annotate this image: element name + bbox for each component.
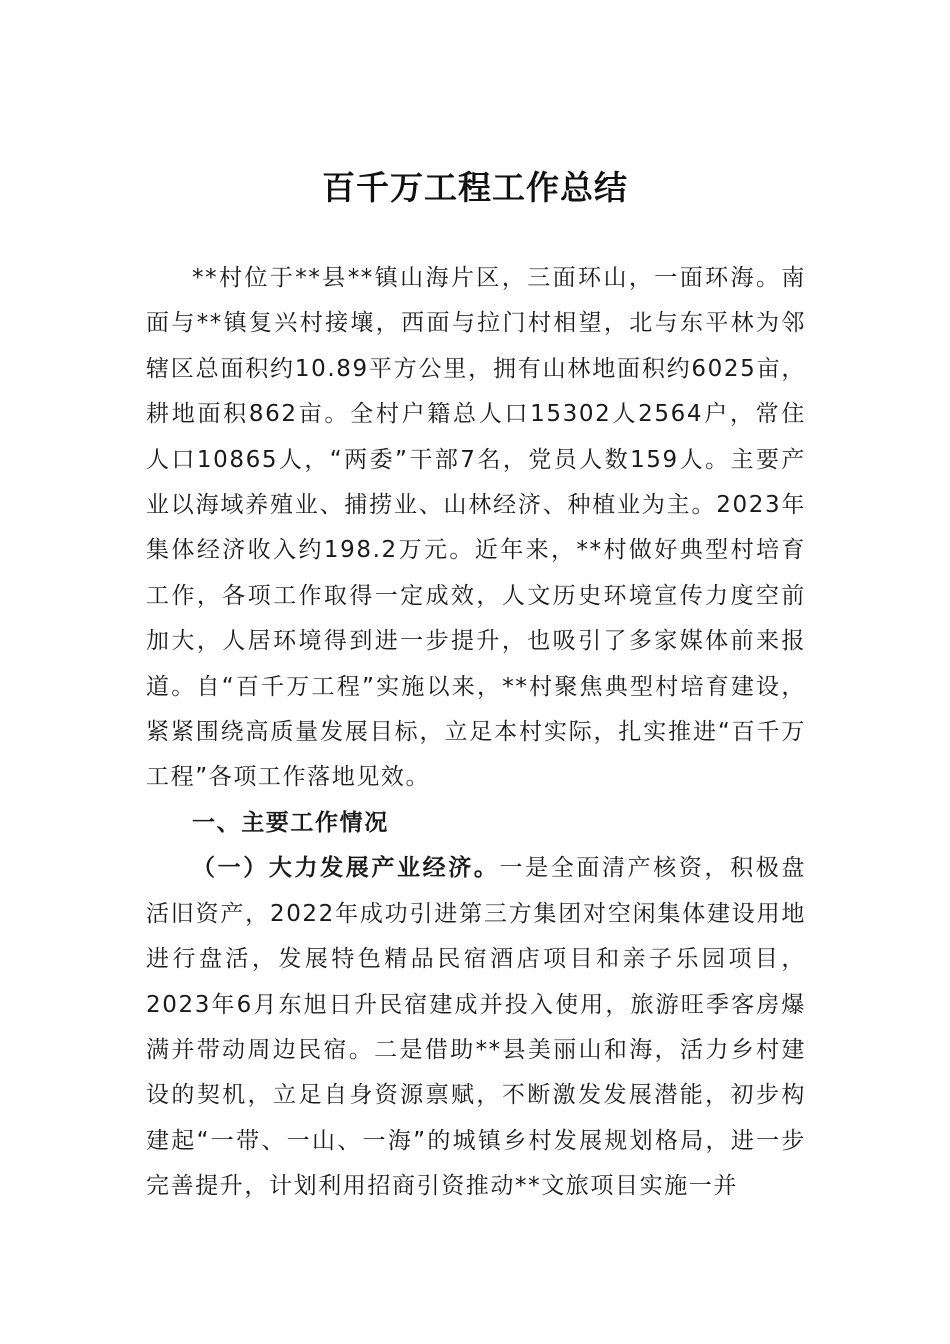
industry-paragraph-body: 一是全面清产核资，积极盘活旧资产，2022年成功引进第三方集团对空闲集体建设用地进行盘活，发展特色精品民宿酒店项目和亲子乐园项目，2023年6月东旭日升民宿建成并投入使用，旅游旺季客房爆满并带动周边民宿。二是借助**县美丽山和海，活力乡村建设的契机，立足自身资源禀赋，不断激发发展潜能，初步构建起“一带、一山、一海”的城镇乡村发展规划格局，进一步完善提升，计划利用招商引资推动**文旅项目实施一并 [146, 855, 806, 1200]
industry-paragraph-lead: （一）大力发展产业经济。 [192, 855, 500, 882]
industry-paragraph [146, 846, 806, 1209]
document-title: 百千万工程工作总结 [322, 168, 628, 207]
section-heading-main-work: 一、主要工作情况 [192, 809, 389, 836]
intro-paragraph: **村位于**县**镇山海片区，三面环山，一面环海。南面与**镇复兴村接壤，西面与拉门村相望，北与东平林为邻辖区总面积约10.89平方公里，拥有山林地面积约6025亩，耕地面积862亩。全村户籍总人口15302人2564户，常住人口10865人，“两委”干部7名，党员人数159人。主要产业以海域养殖业、捕捞业、山林经济、种植业为主。2023年集体经济收入约198.2万元。近年来，**村做好典型村培育工作，各项工作取得一定成效，人文历史环境宣传力度空前加大，人居环境得到进一步提升，也吸引了多家媒体前来报道。自“百千万工程”实施以来，**村聚焦典型村培育建设，紧紧围绕高质量发展目标，立足本村实际，扎实推进“百千万工程”各项工作落地见效。 [146, 265, 806, 791]
document-body [146, 256, 806, 1210]
